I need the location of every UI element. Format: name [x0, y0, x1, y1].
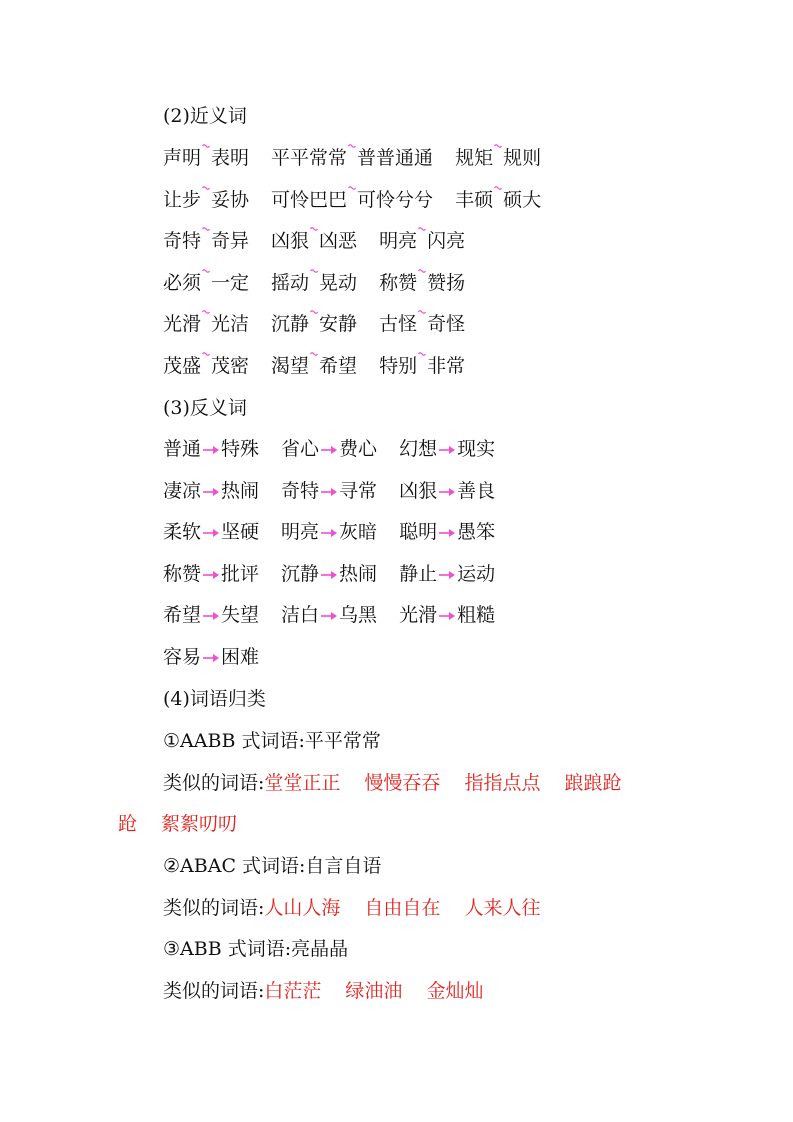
- antonyms-word: 灰暗: [339, 521, 378, 543]
- antonyms-word: 愚笨: [457, 521, 496, 543]
- answer-word: 跄: [118, 813, 138, 835]
- tilde-marker-icon: [418, 350, 426, 362]
- synonyms-pair: [163, 308, 249, 340]
- synonyms-word: 光洁: [211, 313, 250, 335]
- antonyms-pair: [281, 516, 377, 548]
- synonyms-word: 古怪: [379, 313, 418, 335]
- antonyms-pair: [399, 558, 495, 590]
- antonyms-word: 费心: [339, 438, 378, 460]
- synonyms-pair: [271, 142, 433, 174]
- synonyms-pair: [455, 142, 541, 174]
- synonyms-word: 声明: [163, 147, 202, 169]
- arrow-marker-icon: [202, 609, 220, 623]
- synonyms-word: 沉静: [271, 313, 310, 335]
- antonyms-word: 凄凉: [163, 479, 202, 502]
- synonyms-row: [163, 350, 693, 382]
- abb-similar-line: [163, 975, 693, 1007]
- arrow-marker-icon: [320, 443, 338, 457]
- synonyms-word: 平平常常: [271, 147, 348, 169]
- aabb-similar-continuation: [118, 808, 693, 840]
- abb-type-text: ③ABB 式词语:亮晶晶: [163, 938, 349, 960]
- synonyms-word: 摇动: [271, 271, 310, 294]
- synonyms-word: 渴望: [271, 354, 310, 377]
- synonyms-pair: [163, 350, 249, 382]
- classify-heading: [163, 683, 693, 715]
- antonyms-word: 批评: [221, 562, 260, 585]
- synonyms-pair: [163, 142, 249, 174]
- synonyms-word: 规矩: [455, 147, 494, 169]
- antonyms-heading: [163, 392, 693, 424]
- synonyms-word: 奇特: [163, 230, 202, 252]
- tilde-marker-icon: [494, 142, 502, 154]
- antonyms-row: [163, 516, 693, 548]
- antonyms-word: 幻想: [399, 438, 438, 460]
- synonyms-pair: [379, 267, 465, 299]
- antonyms-word: 粗糙: [457, 604, 496, 626]
- synonyms-word: 闪亮: [427, 230, 466, 252]
- antonyms-pair: [281, 558, 377, 590]
- answer-word: 白茫茫: [264, 980, 322, 1002]
- synonyms-word: 让步: [163, 188, 202, 211]
- classify-heading-text: (4)词语归类: [163, 688, 266, 710]
- tilde-marker-icon: [418, 308, 426, 320]
- synonyms-word: 凶狠: [271, 230, 310, 252]
- antonyms-pair: [163, 599, 259, 631]
- synonyms-pair: [271, 267, 357, 299]
- tilde-marker-icon: [202, 142, 210, 154]
- antonyms-pair: [281, 475, 377, 507]
- synonyms-word: 奇怪: [427, 313, 466, 335]
- antonyms-word: 失望: [221, 604, 260, 626]
- synonyms-word: 一定: [211, 271, 250, 294]
- antonyms-row: [163, 433, 693, 465]
- antonyms-word: 容易: [163, 645, 202, 668]
- tilde-marker-icon: [202, 350, 210, 362]
- arrow-marker-icon: [202, 568, 220, 582]
- tilde-marker-icon: [202, 267, 210, 279]
- similar-label: 类似的词语:: [163, 897, 265, 919]
- tilde-marker-icon: [348, 142, 356, 154]
- answer-word: 踉踉跄: [564, 772, 622, 794]
- synonyms-pair: [271, 350, 357, 382]
- antonyms-word: 寻常: [339, 479, 378, 502]
- synonyms-word: 非常: [427, 354, 466, 377]
- synonyms-word: 赞扬: [427, 271, 466, 294]
- tilde-marker-icon: [202, 308, 210, 320]
- antonyms-word: 现实: [457, 438, 496, 460]
- tilde-marker-icon: [418, 225, 426, 237]
- antonyms-row: [163, 558, 693, 590]
- antonyms-pair: [163, 516, 259, 548]
- synonyms-pair: [271, 308, 357, 340]
- tilde-marker-icon: [418, 267, 426, 279]
- synonyms-pair: [163, 225, 249, 257]
- answer-word: 人来人往: [464, 897, 541, 919]
- synonyms-word: 规则: [503, 147, 542, 169]
- antonyms-word: 运动: [457, 562, 496, 585]
- abac-type-line: [163, 850, 693, 882]
- antonyms-pair: [163, 558, 259, 590]
- arrow-marker-icon: [320, 609, 338, 623]
- arrow-marker-icon: [438, 485, 456, 499]
- arrow-marker-icon: [438, 443, 456, 457]
- antonyms-word: 困难: [221, 645, 260, 668]
- aabb-type-text: ①AABB 式词语:平平常常: [163, 730, 381, 752]
- tilde-marker-icon: [310, 225, 318, 237]
- synonyms-heading-text: (2)近义词: [163, 105, 247, 127]
- abb-type-line: [163, 933, 693, 965]
- synonyms-pair: [271, 225, 357, 257]
- synonyms-row: [163, 142, 693, 174]
- antonyms-word: 坚硬: [221, 521, 260, 543]
- antonyms-heading-text: (3)反义词: [163, 397, 247, 419]
- tilde-marker-icon: [310, 267, 318, 279]
- answer-word: 慢慢吞吞: [364, 772, 441, 794]
- tilde-marker-icon: [202, 225, 210, 237]
- arrow-marker-icon: [320, 485, 338, 499]
- synonyms-pair: [163, 184, 249, 216]
- synonyms-word: 安静: [319, 313, 358, 335]
- synonyms-row: [163, 184, 693, 216]
- tilde-marker-icon: [494, 184, 502, 196]
- similar-label: 类似的词语:: [163, 772, 265, 794]
- tilde-marker-icon: [348, 184, 356, 196]
- antonyms-word: 洁白: [281, 604, 320, 626]
- synonyms-word: 凶恶: [319, 230, 358, 252]
- tilde-marker-icon: [310, 350, 318, 362]
- antonyms-row: [163, 641, 693, 673]
- synonyms-row: [163, 308, 693, 340]
- antonyms-word: 凶狠: [399, 479, 438, 502]
- aabb-similar-line: [163, 767, 793, 799]
- arrow-marker-icon: [320, 526, 338, 540]
- arrow-marker-icon: [202, 443, 220, 457]
- synonyms-pair: [379, 225, 465, 257]
- antonyms-word: 聪明: [399, 521, 438, 543]
- antonyms-word: 静止: [399, 562, 438, 585]
- synonyms-pair: [379, 308, 465, 340]
- answer-word: 指指点点: [464, 772, 541, 794]
- arrow-marker-icon: [438, 568, 456, 582]
- antonyms-word: 乌黑: [339, 604, 378, 626]
- antonyms-word: 善良: [457, 479, 496, 502]
- synonyms-word: 可怜巴巴: [271, 188, 348, 211]
- synonyms-word: 茂盛: [163, 354, 202, 377]
- answer-word: 绿油油: [345, 980, 403, 1002]
- arrow-marker-icon: [320, 568, 338, 582]
- antonyms-word: 柔软: [163, 521, 202, 543]
- synonyms-word: 硕大: [503, 188, 542, 211]
- antonyms-pair: [281, 433, 377, 465]
- antonyms-pair: [163, 641, 259, 673]
- synonyms-row: [163, 225, 693, 257]
- synonyms-word: 妥协: [211, 188, 250, 211]
- antonyms-pair: [163, 433, 259, 465]
- antonyms-pair: [399, 599, 495, 631]
- synonyms-word: 可怜兮兮: [357, 188, 434, 211]
- answer-word: 絮絮叨叨: [161, 813, 238, 835]
- aabb-type-line: [163, 725, 693, 757]
- synonyms-word: 希望: [319, 354, 358, 377]
- synonyms-word: 必须: [163, 271, 202, 294]
- synonyms-row: [163, 267, 693, 299]
- synonyms-word: 普普通通: [357, 147, 434, 169]
- synonyms-word: 奇异: [211, 230, 250, 252]
- tilde-marker-icon: [310, 308, 318, 320]
- synonyms-pair: [271, 184, 433, 216]
- synonyms-pair: [379, 350, 465, 382]
- antonyms-word: 沉静: [281, 562, 320, 585]
- antonyms-word: 省心: [281, 438, 320, 460]
- arrow-marker-icon: [438, 526, 456, 540]
- antonyms-word: 普通: [163, 438, 202, 460]
- synonyms-word: 丰硕: [455, 188, 494, 211]
- synonyms-word: 晃动: [319, 271, 358, 294]
- antonyms-word: 光滑: [399, 604, 438, 626]
- synonyms-word: 称赞: [379, 271, 418, 294]
- tilde-marker-icon: [202, 184, 210, 196]
- similar-label: 类似的词语:: [163, 980, 265, 1002]
- antonyms-word: 热闹: [339, 562, 378, 585]
- synonyms-word: 表明: [211, 147, 250, 169]
- antonyms-word: 希望: [163, 604, 202, 626]
- synonyms-pair: [455, 184, 541, 216]
- answer-word: 金灿灿: [426, 980, 484, 1002]
- answer-word: 自由自在: [364, 897, 441, 919]
- synonyms-word: 特别: [379, 354, 418, 377]
- antonyms-word: 称赞: [163, 562, 202, 585]
- antonyms-word: 奇特: [281, 479, 320, 502]
- arrow-marker-icon: [202, 651, 220, 665]
- antonyms-word: 特殊: [221, 438, 260, 460]
- synonyms-word: 光滑: [163, 313, 202, 335]
- synonyms-word: 明亮: [379, 230, 418, 252]
- answer-word: 人山人海: [264, 897, 341, 919]
- antonyms-word: 热闹: [221, 479, 260, 502]
- synonyms-word: 茂密: [211, 354, 250, 377]
- arrow-marker-icon: [202, 526, 220, 540]
- antonyms-pair: [399, 516, 495, 548]
- synonyms-pair: [163, 267, 249, 299]
- antonyms-word: 明亮: [281, 521, 320, 543]
- abac-similar-line: [163, 892, 693, 924]
- antonyms-row: [163, 599, 693, 631]
- arrow-marker-icon: [438, 609, 456, 623]
- antonyms-pair: [281, 599, 377, 631]
- antonyms-pair: [399, 433, 495, 465]
- synonyms-heading: [163, 100, 693, 132]
- arrow-marker-icon: [202, 485, 220, 499]
- abac-type-text: ②ABAC 式词语:自言自语: [163, 855, 382, 877]
- antonyms-pair: [163, 475, 259, 507]
- antonyms-pair: [399, 475, 495, 507]
- antonyms-row: [163, 475, 693, 507]
- answer-word: 堂堂正正: [264, 772, 341, 794]
